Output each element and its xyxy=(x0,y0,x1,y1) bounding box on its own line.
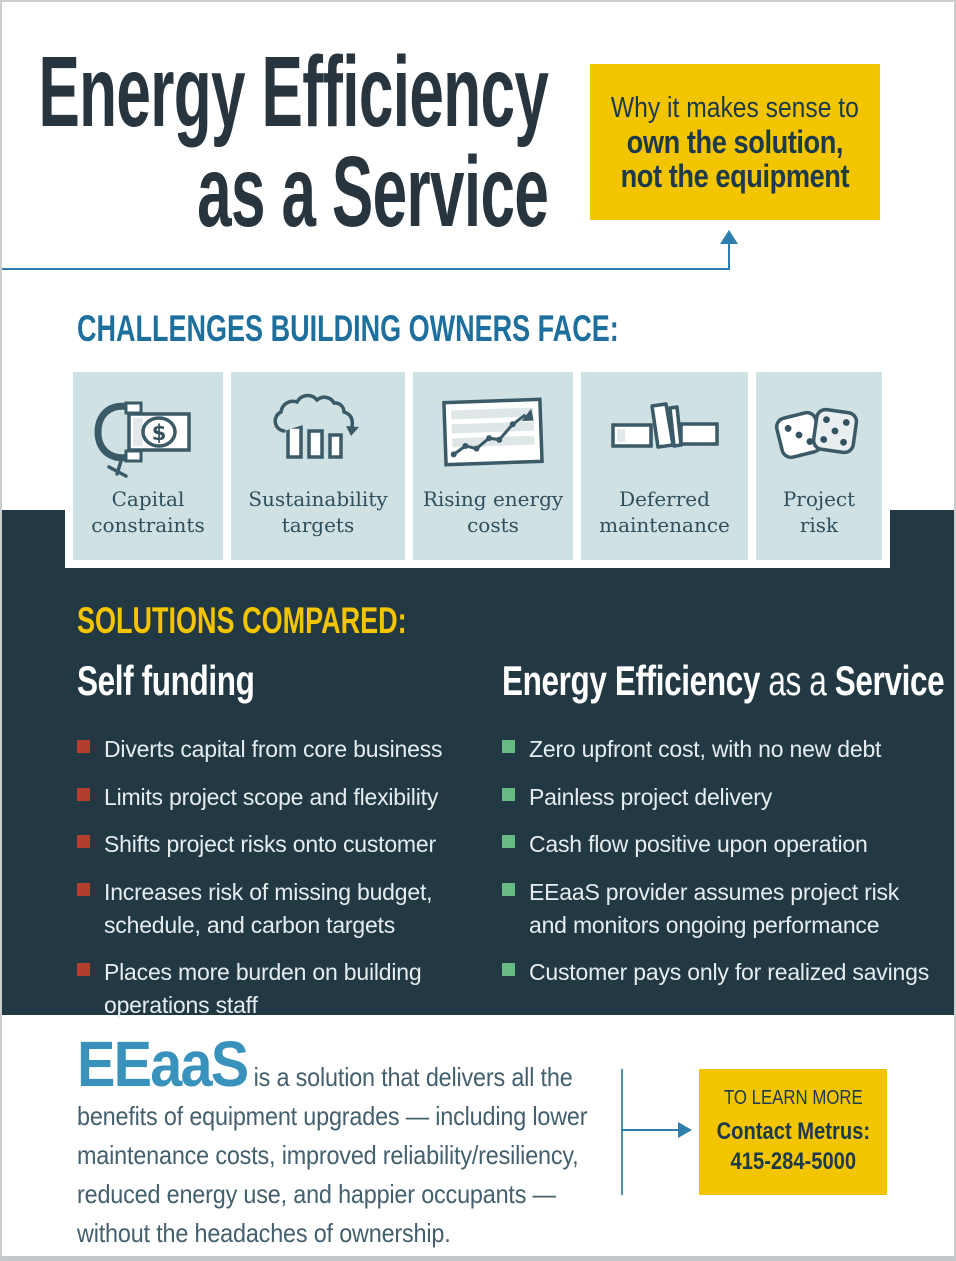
eeaas-description xyxy=(77,1028,604,1253)
challenge-card-sustainability-targets xyxy=(231,372,405,560)
list-item xyxy=(502,956,934,989)
leaning-files-icon xyxy=(609,390,721,482)
list-item xyxy=(77,828,462,861)
learn-more-heading: TO LEARN MORE xyxy=(723,1087,863,1109)
list-item-text: Zero upfront cost, with no new debt xyxy=(529,736,882,762)
card-label: Sustainability targets xyxy=(248,487,388,537)
list-item-text: Cash flow positive upon operation xyxy=(529,831,868,858)
callout-line3: not the equipment xyxy=(620,157,850,194)
title-part-bold2: Service xyxy=(834,657,945,704)
list-item-text: Shifts project risks onto customer xyxy=(104,831,436,858)
dollar-sign-glyph: $ xyxy=(151,421,167,445)
smokestacks-cloud-icon xyxy=(262,390,374,482)
list-item-text: Places more burden on building operations staff xyxy=(104,959,422,1018)
eeaas-column-title xyxy=(502,657,945,705)
red-square-bullet-icon xyxy=(77,835,90,848)
page-title xyxy=(38,36,548,248)
card-label: Deferred maintenance xyxy=(599,487,730,537)
eeaas-column xyxy=(502,657,945,1004)
footer-arrow-line xyxy=(621,1129,680,1131)
list-item-text: Painless project delivery xyxy=(529,783,773,810)
learn-more-text xyxy=(716,1087,869,1177)
challenge-card-capital-constraints xyxy=(73,372,223,560)
challenge-card-rising-energy-costs xyxy=(413,372,573,560)
red-square-bullet-icon xyxy=(77,740,90,753)
list-item-text: Limits project scope and flexibility xyxy=(104,783,439,810)
challenge-cards xyxy=(65,364,890,568)
list-item xyxy=(502,733,934,766)
clamp-dollar-icon xyxy=(92,390,204,482)
list-item xyxy=(502,781,934,814)
card-label: Capital constraints xyxy=(91,487,205,537)
red-square-bullet-icon xyxy=(77,788,90,801)
card-label: Rising energy costs xyxy=(422,487,564,537)
footer-divider-line xyxy=(621,1069,623,1195)
callout-line2: own the solution, xyxy=(626,123,844,160)
list-item xyxy=(77,781,462,814)
title-part-light: as a xyxy=(759,657,835,704)
green-square-bullet-icon xyxy=(502,835,515,848)
green-square-bullet-icon xyxy=(502,963,515,976)
self-funding-list xyxy=(77,733,462,1022)
connector-line-horizontal xyxy=(2,268,730,270)
challenges-heading: CHALLENGES BUILDING OWNERS FACE: xyxy=(77,308,619,349)
red-square-bullet-icon xyxy=(77,883,90,896)
green-square-bullet-icon xyxy=(502,883,515,896)
header-callout-box xyxy=(590,64,880,220)
arrow-right-icon xyxy=(678,1122,692,1138)
list-item xyxy=(77,733,462,766)
list-item xyxy=(77,956,462,1021)
eeaas-brand-text: EEaaS xyxy=(77,1028,248,1100)
green-square-bullet-icon xyxy=(502,788,515,801)
title-part-bold1: Energy Efficiency xyxy=(502,657,760,704)
callout-line1: Why it makes sense to xyxy=(611,91,859,124)
connector-line-vertical xyxy=(728,243,730,270)
dice-icon xyxy=(767,390,871,482)
list-item xyxy=(77,876,462,941)
arrow-up-icon xyxy=(720,230,738,244)
list-item xyxy=(502,828,934,861)
eeaas-description-text: is a solution that delivers all the benefits of equipment upgrades — including lower maintenance costs, improved reliability/resiliency, reduced energy use, and happier occupants — without the headaches of ownership. xyxy=(77,1062,588,1248)
list-item-text: Increases risk of missing budget, schedule, and carbon targets xyxy=(104,878,433,938)
list-item-text: Customer pays only for realized savings xyxy=(529,959,929,986)
card-label: Project risk xyxy=(782,487,856,537)
contact-label: Contact Metrus: xyxy=(716,1118,870,1145)
solutions-heading: SOLUTIONS COMPARED: xyxy=(77,600,407,641)
page-title-line1: Energy Efficiency xyxy=(38,36,548,148)
list-item-text: Diverts capital from core business xyxy=(104,736,443,762)
challenge-card-deferred-maintenance xyxy=(581,372,748,560)
challenge-card-project-risk xyxy=(756,372,882,560)
self-funding-title: Self funding xyxy=(77,657,255,704)
page-title-line2: as a Service xyxy=(196,136,548,248)
red-square-bullet-icon xyxy=(77,963,90,976)
learn-more-box xyxy=(699,1069,887,1195)
list-item-text: EEaaS provider assumes project risk and monitors ongoing performance xyxy=(529,878,900,938)
contact-phone: 415-284-5000 xyxy=(730,1148,856,1175)
list-item xyxy=(502,876,934,941)
eeaas-list xyxy=(502,733,934,989)
green-square-bullet-icon xyxy=(502,740,515,753)
rising-chart-icon xyxy=(437,390,549,482)
header-callout-text xyxy=(611,92,859,193)
self-funding-column xyxy=(77,657,462,1037)
